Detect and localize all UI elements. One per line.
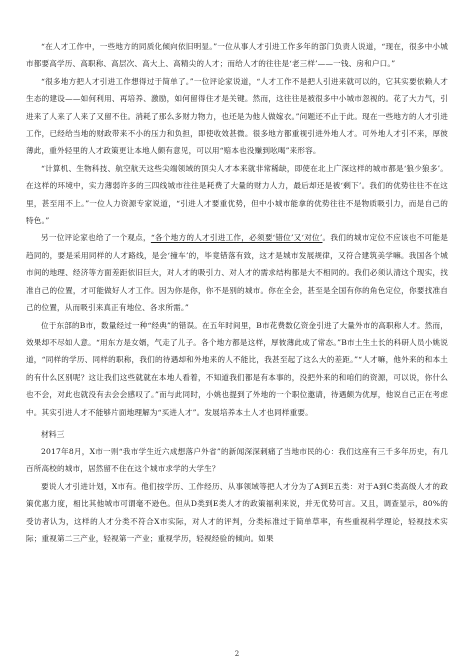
paragraph-1: “在人才工作中，一些地方的同质化倾向依旧明显。”一位从事人才引进工作多年的部门负责人说道，“现在，很多中小城市都要高学历、高职称、高层次、高大上、高精尖的人才；而给人才的往往是‘老三样’——一钱、房和户口。” <box>26 42 448 69</box>
paragraph-7: 要说人才引进计划，X市有。他们按学历、工作经历、从事领域等把人才分为了A到E五类：对于A到C类高级人才的政策优惠力度，相比其他城市可谓毫不逊色。但从D类到E类人才的政策福利来说，并无优势可言。又且，调查显示，80%的受访者认为，这样的人才分类不符合X市实际，对人才的评判，分类标准过于简单草率，有些重视科学理论，轻视技术实际；重视第二三产业，轻视第一产业；重视学历，轻视经验的倾向。如果 <box>26 481 448 543</box>
underlined-quote: “各个地方的人才引进工作，必须要‘错位’又‘对位’ <box>150 233 323 243</box>
section-title-material-3: 材料三 <box>41 429 65 439</box>
paragraph-3: “计算机、生物科技、航空航天这些尖端领域的顶尖人才本来就非常稀缺，即使在北上广深这样的城市都是‘狼少狼多’。在这样的环境中，实力薄弱许多的三四线城市往往是耗费了大量的财力人力，最后却还是被‘剩下’。我们的优势往往不在这里，甚至用不上。”一位人力资源专家说道，“引进人才要重优势，但中小城市能拿的优势往往不是物质吸引力，而是自己的特色。” <box>26 163 448 226</box>
paragraph-2: “很多地方把人才引进工作想得过于简单了。”一位评论家说道，“人才工作不是把人引进来就可以的，它其实要依赖人才生态的建设——如何利用、再培养、激励，如何留得住才是关键。然而，这往往是被很多中小城市忽视的。花了大力气，引进来了人来了人来了又留不住。消耗了那么多财力物力，也还是为他人做嫁衣。”问题还不止于此。现在一些地方的人才引进工作，已经给当地的财政带来不小的压力和负担，即使收效甚微。很多地方都重视引进外地人才。可外地人才引不来，厚彼薄此，重外轻里的人才政策更让本地人颇有意见，可以用“赔本也没赚到吆喝”来形容。 <box>26 76 448 156</box>
paragraph-6: 2017年8月，X市一则“我市学生近六成想落户外省”的新闻深深刺痛了当地市民的心：我们这座有三千多年历史，有几百所高校的城市，居然留不住在这个城市求学的大学生？ <box>26 446 448 474</box>
page-number: 2 <box>234 650 240 658</box>
paragraph-4-rest: 。我们的城市定位不应该也不可能是趋同的，要是采用同样的人才路线，是会‘撞车’的，毕竟错落有致，这才是城市发展规律，又符合建筑美学嘛。我国各个城市间的地理、经济等方面差距依旧巨大，对人才的吸引力、对人才的需求结构都是大不相同的。我们必须认清这个现实，找准自己的位置，才可能做好人才工作。因为你是你，你不是别的城市。你在全会，甚至是全国有你的角色定位，你要找准自己的位置，从而吸引来真正有地位、各求所需。” <box>26 233 448 313</box>
paragraph-4 <box>26 229 448 316</box>
paragraph-4-intro: 另一位评论家也给了一个观点， <box>41 233 151 243</box>
paragraph-5: 位于东部的B市，数量经过一种“经典”的错误。在五年时间里，B市花费数亿资金引进了大量外市的高职称人才。然而，效果却不尽如人意。“用东方是女婿，气走了儿子。各个地方都是这样，厚彼薄此成了常态。”B市土生土长的科研人员小姚说道，“同样的学历、同样的职称，我们的待遇却和外地来的人不能比，我甚至起了这么大的差距。”“人才嘛，他外来的和本土的有什么区别呢？这让我们这些就就在本地人看着，不知道我们都是有本事的，没把外来的和咱们的资源，可以说，你什么也不会，对此也就没有去会会感叹了。”而与此同时，小姚也提到了外地的一个职位邀请，待遇颇为优厚，他说自己正在考虑中。其实引进人才不能够片面地理解为“买进人才”。发展培养本土人才也同样重要。 <box>26 320 448 417</box>
